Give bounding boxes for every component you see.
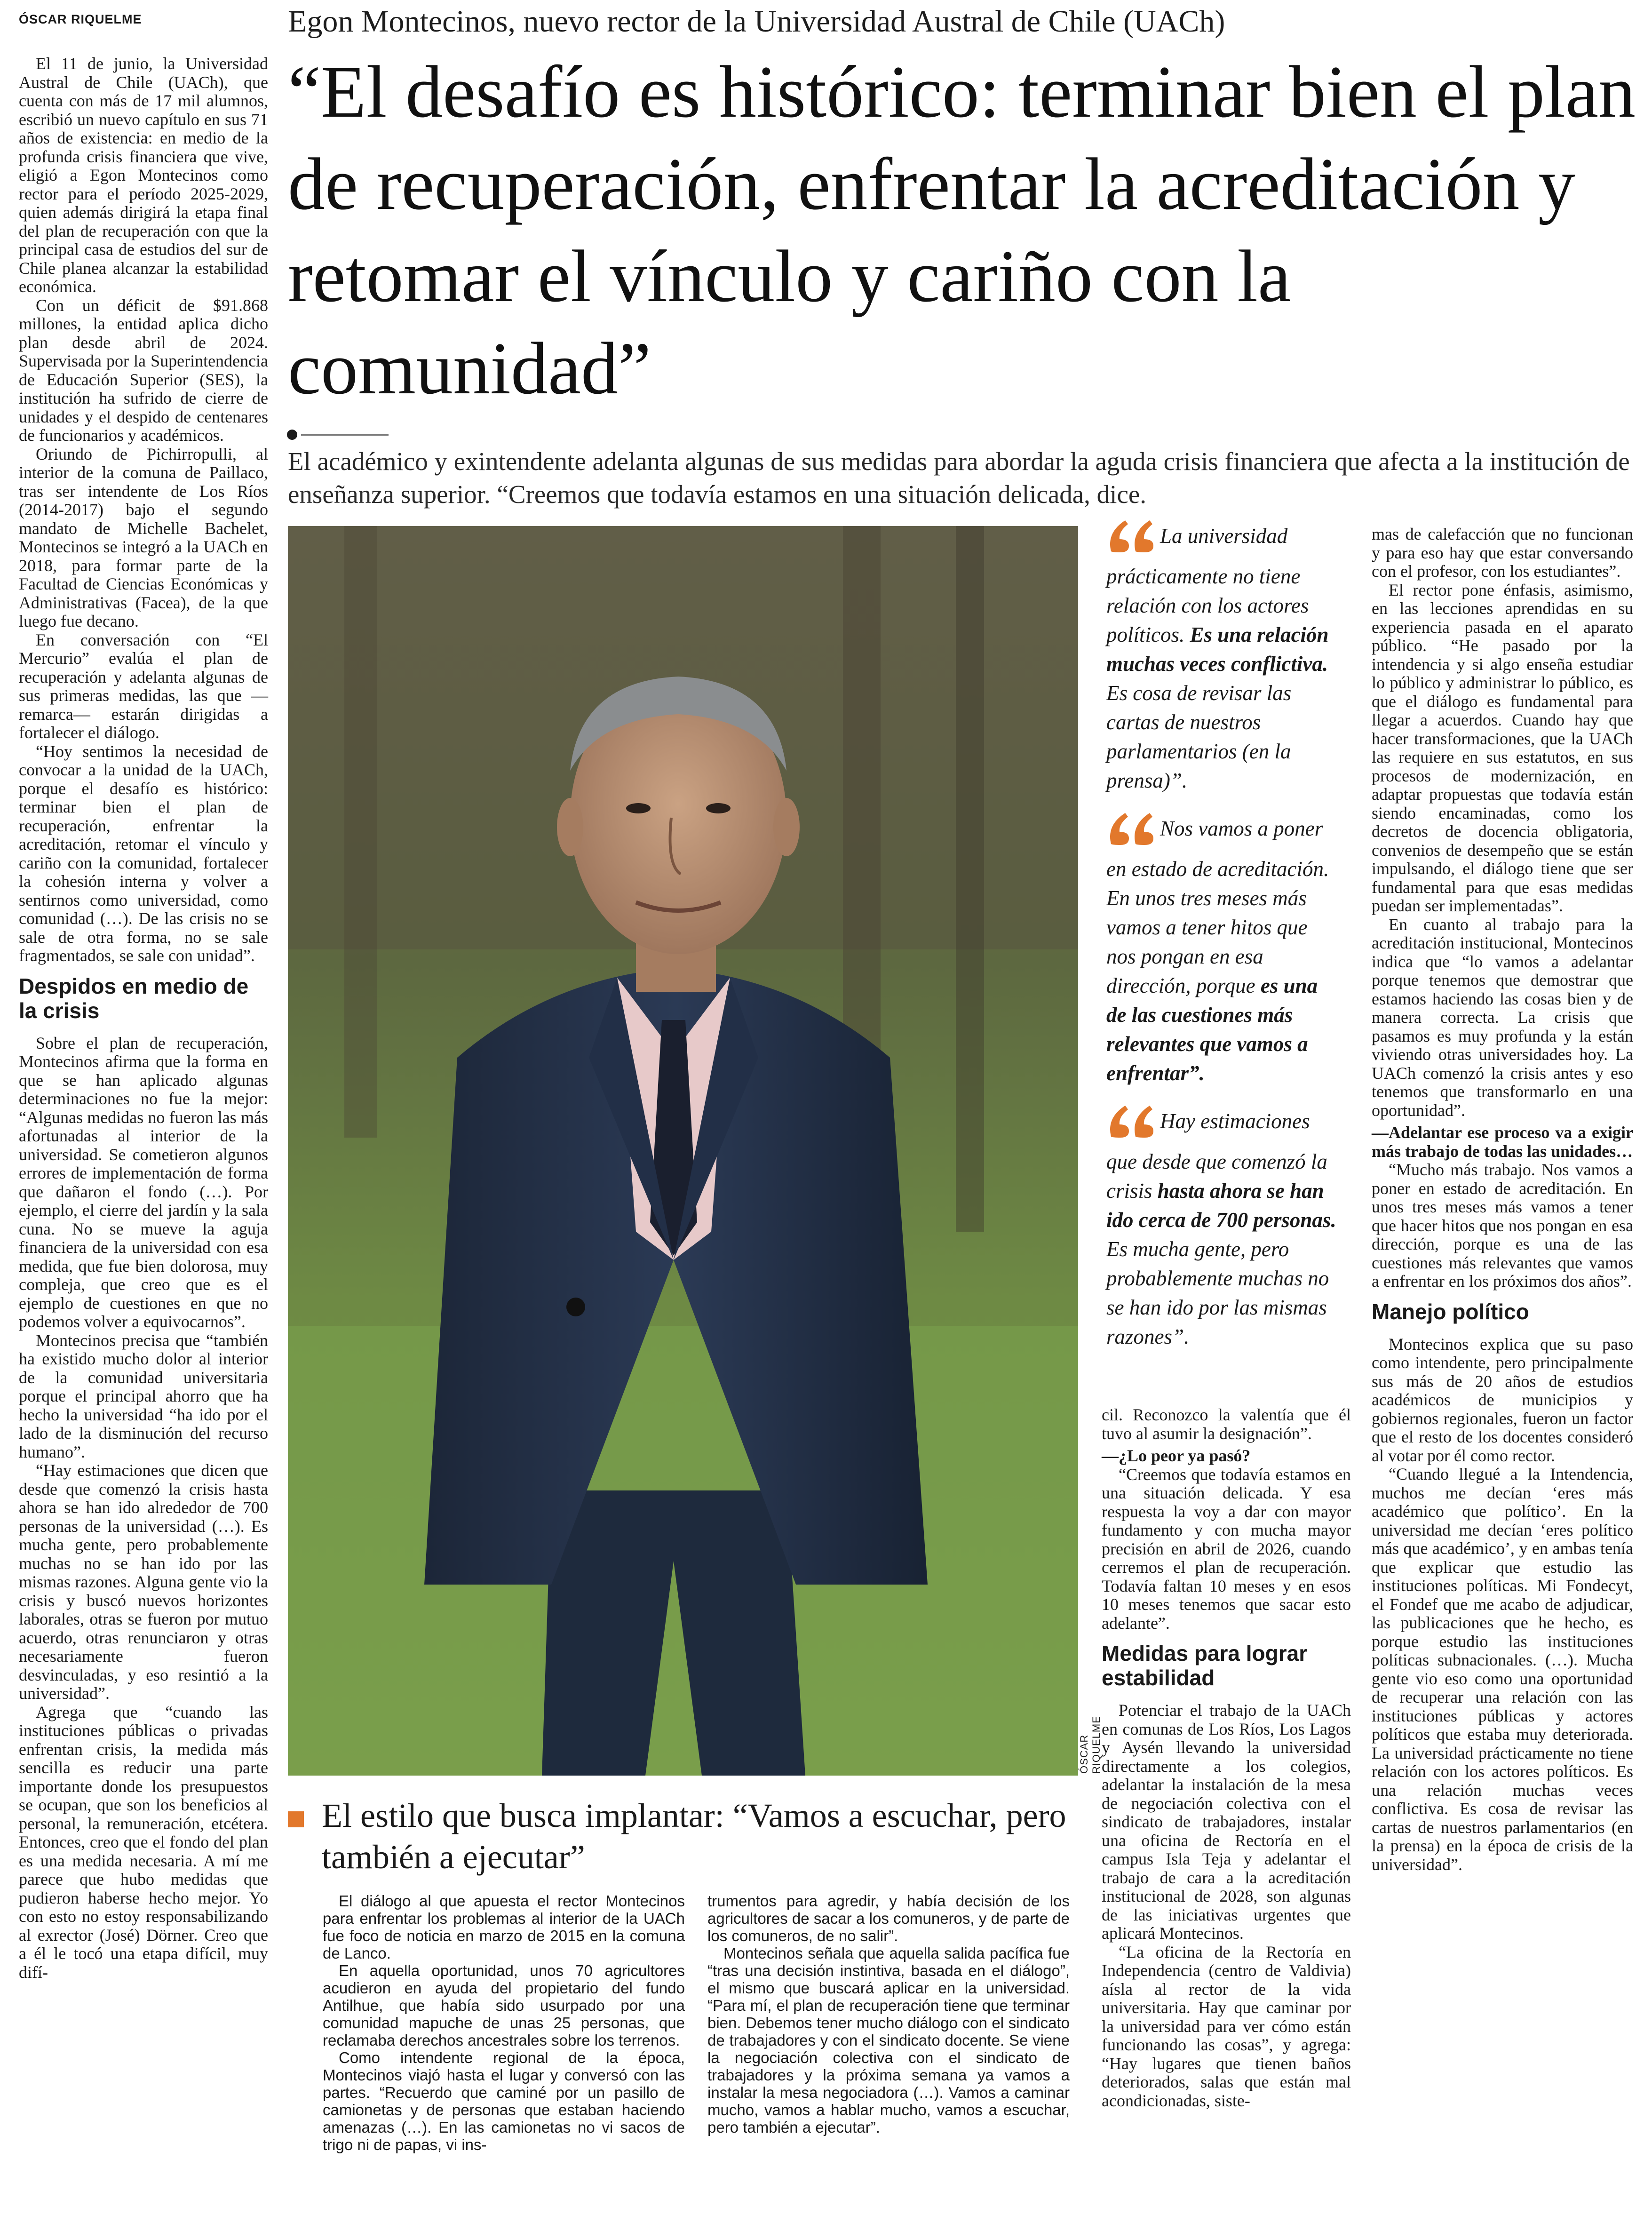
- subheading: Despidos en medio de la crisis: [19, 973, 249, 1023]
- column-4: [1372, 525, 1633, 1874]
- paragraph: Montecinos explica que su paso como intendente, pero principalmente sus más de 20 años de estudios académicos de municipios y gobiernos regionales, fueron un factor que el resto de los docentes consideró al votar por él como rector.: [1372, 1334, 1633, 1465]
- quote-text: Nos vamos a poner en estado de acreditación. En unos tres meses más vamos a tener hitos que nos pongan en esa dirección, porque: [1106, 817, 1329, 997]
- deck-rule: [301, 434, 389, 436]
- subheading: Medidas para lograr estabilidad: [1102, 1641, 1308, 1690]
- box-marker: [288, 1811, 304, 1827]
- paragraph: “La oficina de la Rectoría en Independencia (centro de Valdivia) aísla al rector de la vida universitaria. Hay que caminar por la universidad para ver cómo están funcionando las cosas”, y agrega: “Hay lugares que tienen baños deteriorados, salas que están mal acondicionadas, siste-: [1102, 1942, 1351, 2110]
- paragraph: En conversación con “El Mercurio” evalúa el plan de recuperación y adelanta algunas de sus primeras medidas, las que —remarca— estarán dirigidas a fortalecer el diálogo.: [19, 630, 268, 742]
- box-column-a: [323, 1892, 685, 2153]
- paragraph: “Mucho más trabajo. Nos vamos a poner en estado de acreditación. En unos tres meses más vamos a tener que hacer hitos que nos pongan en esa dirección, porque es una de las cuestiones más relevantes que vamos a enfrentar en los próximos dos años”.: [1372, 1160, 1633, 1291]
- paragraph: En cuanto al trabajo para la acreditación institucional, Montecinos indica que “lo vamos a adelantar porque tenemos que demostrar que estamos haciendo las cosas bien y de manera correcta. La crisis que pasamos es muy profunda y la están viviendo otras universidades hoy. La UACh comenzó la crisis antes y eso tenemos que transformarlo en una oportunidad”.: [1372, 915, 1633, 1120]
- quote-mark-icon: [1106, 811, 1155, 854]
- column-1: [19, 55, 268, 1982]
- box-column-b: [707, 1892, 1070, 2136]
- interview-question: —¿Lo peor ya pasó?: [1102, 1446, 1251, 1465]
- headline: “El desafío es histórico: terminar bien el plan de recuperación, enfrentar la acreditación y retomar el vínculo y cariño con la comunidad”: [288, 51, 1636, 410]
- deck-bullet: [287, 430, 297, 440]
- pull-quote: [1106, 814, 1337, 1088]
- photo-credit: ÓSCAR RIQUELME: [1078, 1716, 1102, 1774]
- box-title: El estilo que busca implantar: “Vamos a escuchar, pero también a ejecutar”: [322, 1797, 1066, 1876]
- quote-text: La universidad prácticamente no tiene relación con los actores políticos.: [1106, 524, 1309, 646]
- paragraph: Agrega que “cuando las instituciones públicas o privadas enfrentan crisis, la medida más sencilla es reducir una parte importante donde los presupuestos se ocupan, que son los beneficios al personal, la remuneración, etcétera. Entonces, creo que el fondo del plan es una medida necesaria. A mí me parece que hubo medidas que pudieron haberse hecho mejor. Yo con esto no estoy responsabilizando al exrector (José) Dörner. Creo que a él le tocó una etapa difícil, muy difí-: [19, 1702, 268, 1982]
- quote-text: Hay estimaciones que desde que comenzó la crisis: [1106, 1109, 1327, 1203]
- quote-mark-icon: [1106, 1104, 1155, 1147]
- quote-mark-icon: [1106, 518, 1155, 562]
- column-3: [1102, 1406, 1351, 2110]
- paragraph: Montecinos precisa que “también ha existido mucho dolor al interior de la comunidad universitaria porque el principal ahorro que ha hecho la universidad “ha ido por el lado de la disminución del recurso humano”.: [19, 1331, 268, 1461]
- interview-question: —Adelantar ese proceso va a exigir más trabajo de todas las unidades…: [1372, 1123, 1633, 1161]
- kicker: Egon Montecinos, nuevo rector de la Universidad Austral de Chile (UACh): [288, 4, 1225, 39]
- pull-quotes: [1106, 521, 1337, 1351]
- paragraph: El 11 de junio, la Universidad Austral de Chile (UACh), que cuenta con más de 17 mil alumnos, escribió un nuevo capítulo en sus 71 años de existencia: en medio de la profunda crisis financiera que vive, eligió a Egon Montecinos como rector para el período 2025-2029, quien además dirigirá la etapa final del plan de recuperación con que la principal casa de estudios del sur de Chile planea alcanzar la estabilidad económica.: [19, 54, 268, 296]
- byline: ÓSCAR RIQUELME: [19, 12, 142, 26]
- paragraph: trumentos para agredir, y había decisión de los agricultores de sacar a los comuneros, y de parte de los comuneros, de no salir”.: [707, 1892, 1070, 1944]
- paragraph: “Creemos que todavía estamos en una situación delicada. Y esa respuesta la voy a dar con mayor fundamento y con mucha mayor precisión en abril de 2026, cuando cerremos el plan de recuperación. Todavía faltan 10 meses y en esos 10 meses tenemos que sacar esto adelante”.: [1102, 1465, 1351, 1633]
- deck: El académico y exintendente adelanta algunas de sus medidas para abordar la aguda crisis financiera que afecta a la institución de enseñanza superior. “Creemos que todavía estamos en una situación delicada, dice.: [288, 447, 1630, 509]
- paragraph: mas de calefacción que no funcionan y para eso hay que estar conversando con el profesor, con los estudiantes”.: [1372, 525, 1633, 581]
- paragraph: “Hay estimaciones que dicen que desde que comenzó la crisis hasta ahora se han ido alrededor de 700 personas de la universidad (…). Es mucha gente, pero probablemente muchas no se han ido por las mismas razones. Alguna gente vio la crisis y buscó nuevos horizontes laborales, otras se fueron por mutuo acuerdo, otras renunciaron y otras necesariamente fueron desvinculadas, y eso resintió a la universidad”.: [19, 1461, 268, 1703]
- paragraph: El diálogo al que apuesta el rector Montecinos para enfrentar los problemas al interior de la UACh fue foco de noticia en marzo de 2015 en la comuna de Lanco.: [323, 1892, 685, 1962]
- subheading: Manejo político: [1372, 1299, 1529, 1324]
- paragraph: Como intendente regional de la época, Montecinos viajó hasta el lugar y conversó con las partes. “Recuerdo que caminé por un pasillo de camionetas y de personas que estaban haciendo amenazas (…). En las camionetas no vi sacos de trigo ni de papas, vi ins-: [323, 2049, 685, 2153]
- paragraph: cil. Reconozco la valentía que él tuvo al asumir la designación”.: [1102, 1405, 1351, 1443]
- portrait-photo: [288, 526, 1078, 1776]
- quote-highlight: Es una relación muchas veces conflictiva.: [1106, 623, 1329, 676]
- paragraph: El rector pone énfasis, asimismo, en las lecciones aprendidas en su experiencia pasada en el aparato público. “He pasado por la intendencia y si algo enseña estudiar lo público y administrar lo público, es que el diálogo es fundamental para llegar a acuerdos. Cuando hay que hacer transformaciones, que la UACh las requiere en sus estatutos, en sus procesos de modernización, en adaptar propuestas que todavía están siendo encaminadas, como los decretos de docencia obligatoria, convenios de desempeño que se están impulsando, el diálogo tiene que ser fundamental para que esas medidas puedan ser implementadas”.: [1372, 580, 1633, 915]
- quote-text: Es mucha gente, pero probablemente muchas no se han ido por las mismas razones”.: [1106, 1237, 1329, 1348]
- quote-highlight: hasta ahora se han ido cerca de 700 personas.: [1106, 1179, 1336, 1232]
- pull-quote: [1106, 1107, 1337, 1351]
- paragraph: Con un déficit de $91.868 millones, la entidad aplica dicho plan desde abril de 2024. Supervisada por la Superintendencia de Educación Superior (SES), la institución ha sufrido de cierre de unidades y el despido de centenares de funcionarios y académicos.: [19, 295, 268, 445]
- paragraph: Montecinos señala que aquella salida pacífica fue “tras una decisión instintiva, basada en el diálogo”, el mismo que buscará aplicar en la universidad. “Para mí, el plan de recuperación tiene que terminar bien. Debemos tener mucho diálogo con el sindicato de trabajadores y con el sindicato docente. Se viene la negociación colectiva con el sindicato de trabajadores y la próxima semana ya vamos a instalar la mesa negociadora (…). Vamos a caminar mucho, vamos a hablar mucho, vamos a escuchar, pero también a ejecutar”.: [707, 1944, 1070, 2136]
- paragraph: En aquella oportunidad, unos 70 agricultores acudieron en ayuda del propietario del fundo Antilhue, que había sido usurpado por una comunidad mapuche de unas 25 personas, que reclamaba derechos ancestrales sobre los terrenos.: [323, 1962, 685, 2049]
- quote-highlight: es una de las cuestiones más relevantes que vamos a enfrentar”.: [1106, 974, 1318, 1085]
- paragraph: “Cuando llegué a la Intendencia, muchos me decían ‘eres más académico que político’. En la universidad me decían ‘eres político más que académico’, y en ambas tenía que explicar que estudio las instituciones políticas. Mi Fondecyt, el Fondef que me acabo de adjudicar, las publicaciones que he hecho, es porque estudio las instituciones políticas subnacionales. (…). Mucha gente vio eso como una oportunidad de recuperar una relación con las instituciones públicas y actores políticos que estaba muy deteriorada. La universidad prácticamente no tiene relación con los actores políticos. Es una relación muchas veces conflictiva. Es cosa de revisar las cartas de nuestros parlamentarios (en la prensa) en la época de crisis de la universidad”.: [1372, 1465, 1633, 1874]
- paragraph: Sobre el plan de recuperación, Montecinos afirma que la forma en que se han aplicado algunas determinaciones no fue la mejor: “Algunas medidas no fueron las más afortunadas al interior de la universidad. Se cometieron algunos errores de implementación de forma que dañaron el fondo (…). Por ejemplo, el cierre del jardín y la sala cuna. No se mueve la aguja financiera de la universidad con esa medida, que fue bien dolorosa, muy compleja, que creo que es el ejemplo de cuestiones en que no podemos volver a equivocarnos”.: [19, 1033, 268, 1331]
- quote-text: Es cosa de revisar las cartas de nuestros parlamentarios (en la prensa)”.: [1106, 681, 1292, 792]
- paragraph: Oriundo de Pichirropulli, al interior de la comuna de Paillaco, tras ser intendente de Los Ríos (2014-2017) bajo el segundo mandato de Michelle Bachelet, Montecinos se integró a la UACh en 2018, para formar parte de la Facultad de Ciencias Económicas y Administrativas (Facea), de la que luego fue decano.: [19, 444, 268, 630]
- paragraph: Potenciar el trabajo de la UACh en comunas de Los Ríos, Los Lagos y Aysén llevando la universidad directamente a los colegios, adelantar la instalación de la mesa de negociación colectiva con el sindicato de trabajadores, instalar una oficina de Rectoría en el campus Isla Teja y adelantar el trabajo de cara a la acreditación institucional de 2028, son algunas de las iniciativas urgentes que aplicará Montecinos.: [1102, 1701, 1351, 1943]
- pull-quote: [1106, 521, 1337, 795]
- paragraph: “Hoy sentimos la necesidad de convocar a la unidad de la UACh, porque el desafío es histórico: terminar bien el plan de recuperación, enfrentar la acreditación, retomar el vínculo y cariño con la comunidad, fortalecer la cohesión interna y volver a sentirnos como universidad, como comunidad (…). De las crisis no se sale de otra forma, no se sale fragmentados, se sale con unidad”.: [19, 741, 268, 965]
